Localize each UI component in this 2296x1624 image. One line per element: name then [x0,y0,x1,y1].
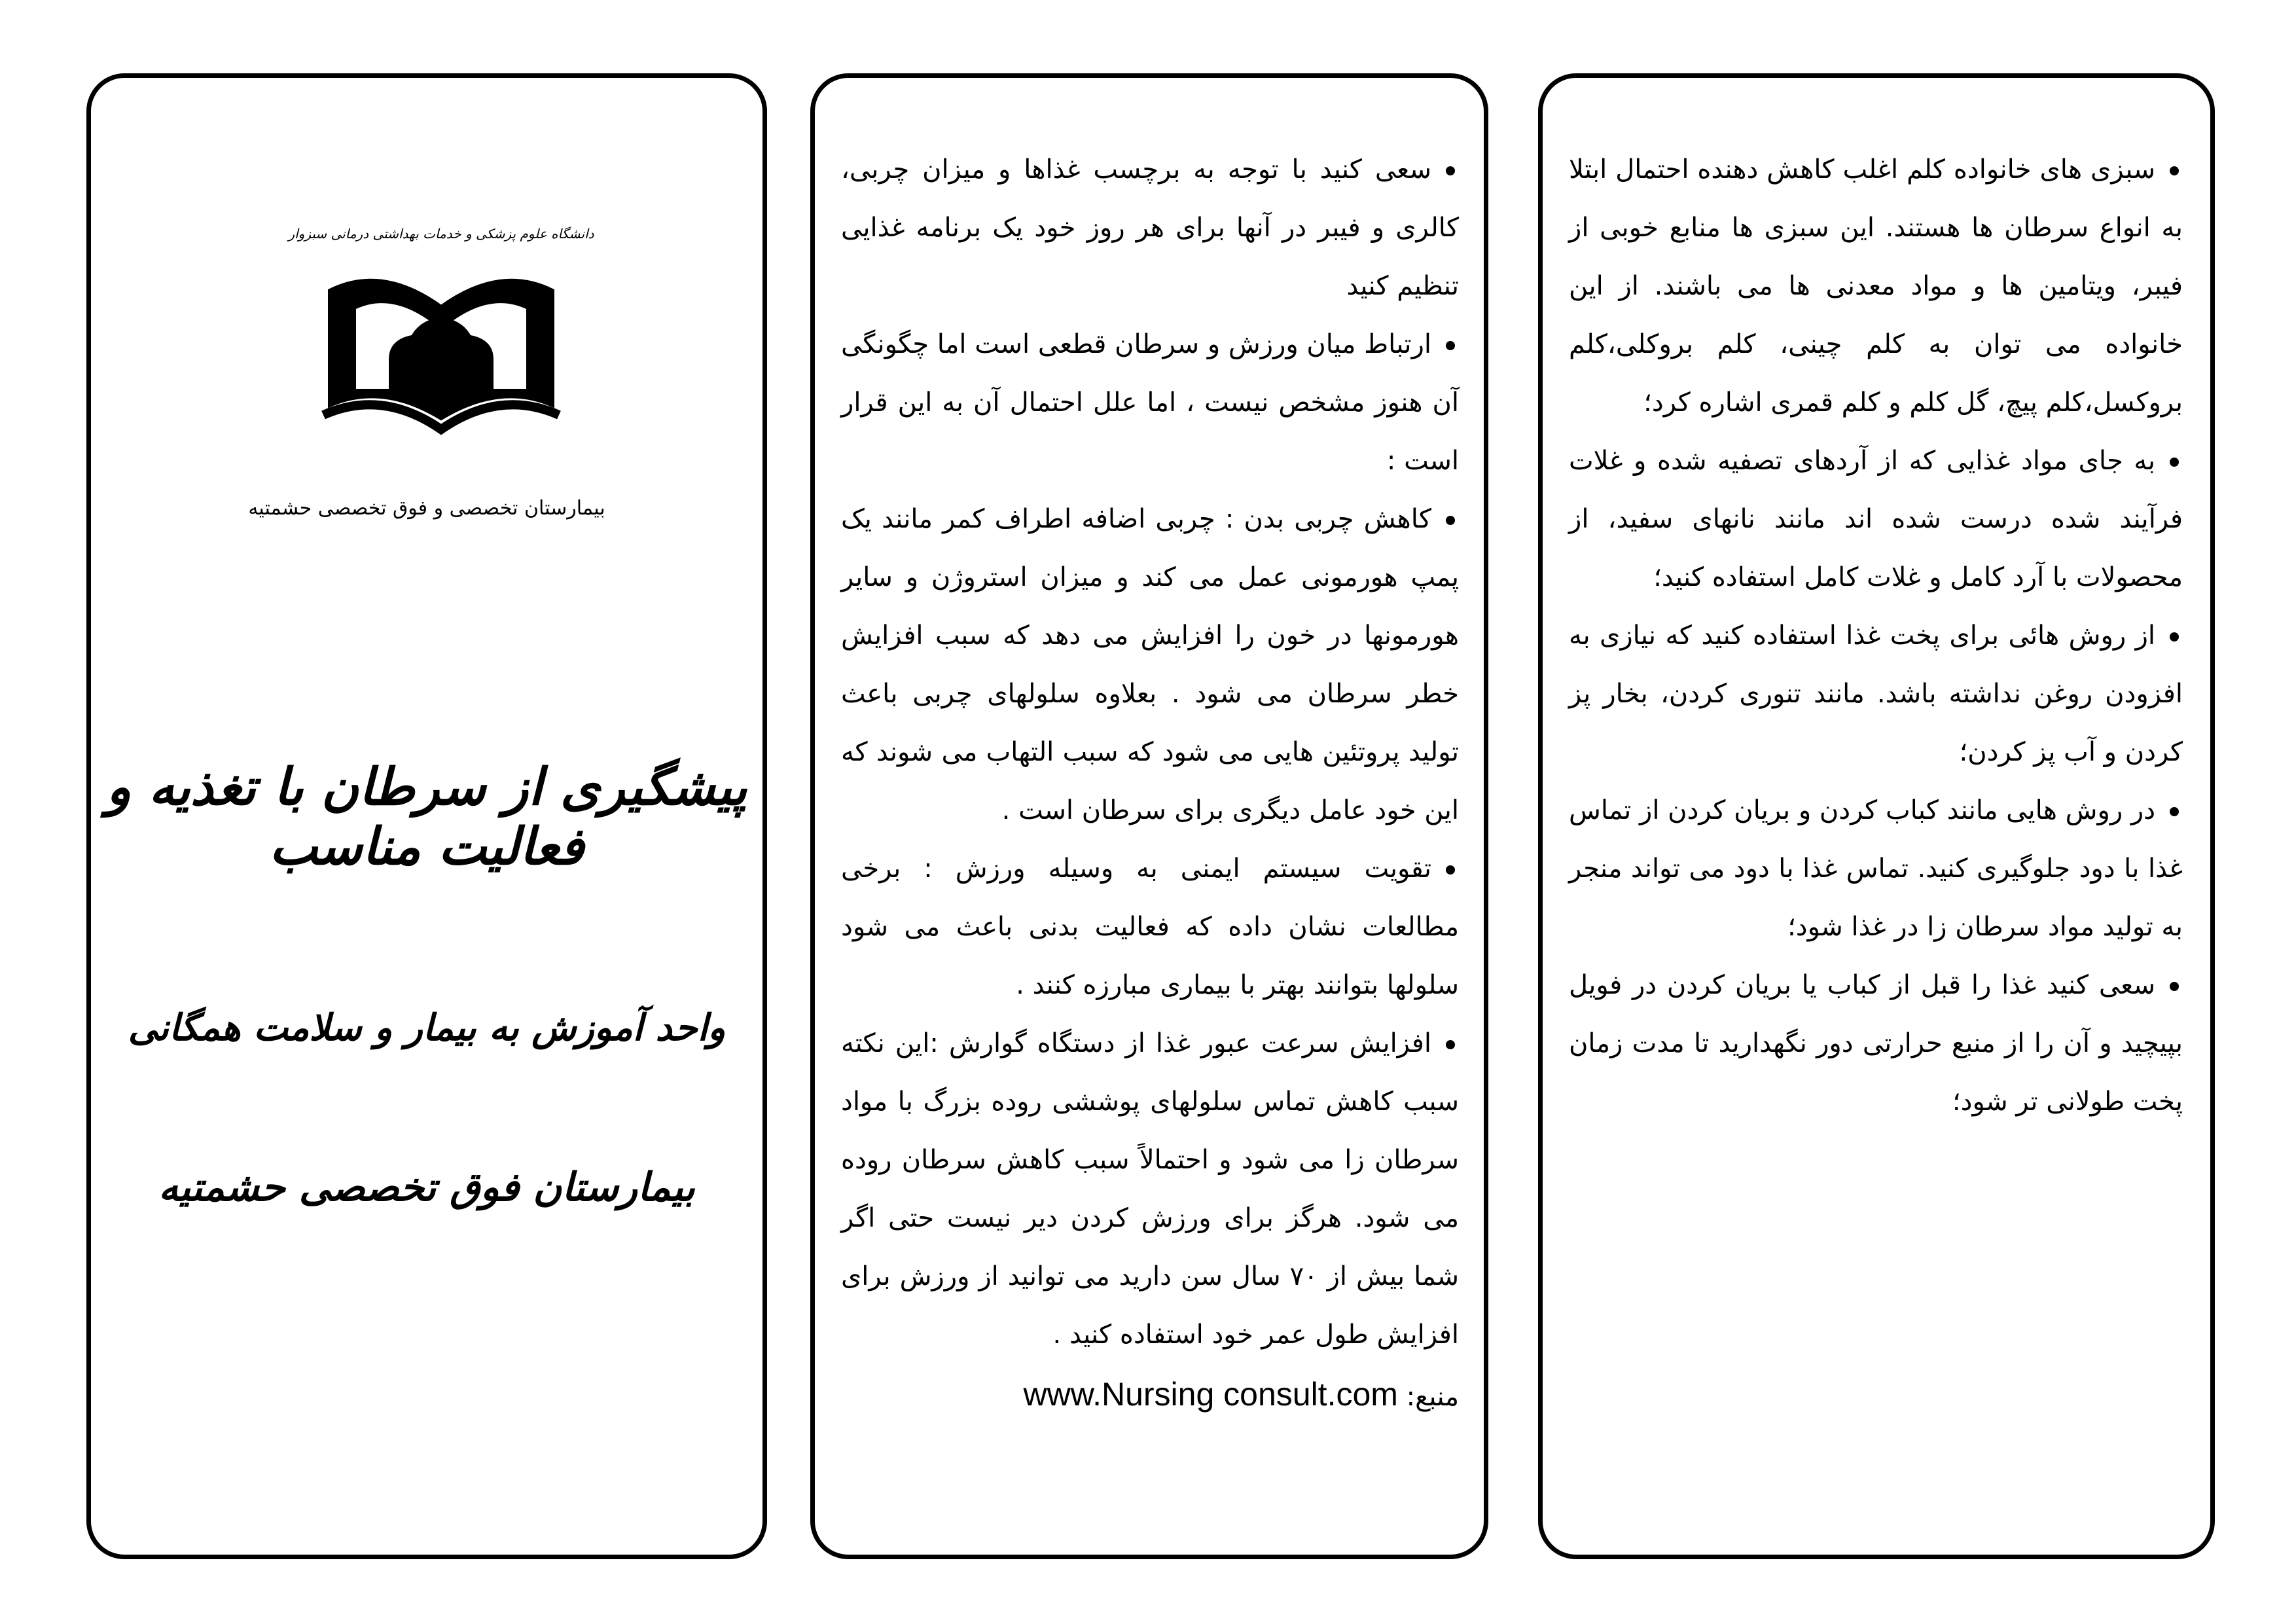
list-item: کاهش چربی بدن : چربی اضافه اطراف کمر مانند یک پمپ هورمونی عمل می کند و میزان استروژن و سایر هورمونها در خون را افزایش می دهد که سبب افزایش خطر سرطان می شود . بعلاوه سلولهای چربی باعث تولید پروتئین هایی می شود که سبب التهاب می شوند که این خود عامل دیگری برای سرطان است . [841,504,1459,825]
bullet-icon [2170,166,2179,175]
source-url: www.Nursing consult.com [1023,1376,1398,1413]
bullet-icon [2170,458,2179,467]
bullet-icon [1446,166,1455,175]
university-logo [288,192,594,467]
right-list [1569,141,2183,1131]
hospital-name: بیمارستان فوق تخصصی حشمتیه [158,1164,695,1210]
logo-emblem [288,192,594,467]
list-item: از روش هائی برای پخت غذا استفاده کنید که نیازی به افزودن روغن نداشته باشد. مانند تنوری کردن، بخار پز کردن و آب پز کردن؛ [1569,621,2183,767]
bullet-icon [1446,1040,1455,1049]
bullet-icon [2170,807,2179,816]
list-item: به جای مواد غذایی که از آردهای تصفیه شده و غلات فرآیند شده درست شده اند مانند نانهای سفید، از محصولات با آرد کامل و غلات کامل استفاده کنید؛ [1569,446,2183,592]
hospital-caption: بیمارستان تخصصی و فوق تخصصی حشمتیه [248,497,605,520]
bullet-icon [1446,865,1455,875]
cover-panel [86,73,767,1559]
source-line [841,1365,1459,1426]
list-item: افزایش سرعت عبور غذا از دستگاه گوارش :این نکته سبب کاهش تماس سلولهای پوششی روده بزرگ با مواد سرطان زا می شود و احتمالاً سبب کاهش سرطان روده می شود. هرگز برای ورزش کردن دیر نیست حتی اگر شما بیش از ۷۰ سال سن دارید می توانید از ورزش برای افزایش طول عمر خود استفاده کنید . [841,1028,1459,1350]
bullet-icon [1446,516,1455,525]
list-item: تقویت سیستم ایمنی به وسیله ورزش : برخی مطالعات نشان داده که فعالیت بدنی باعث می شود سلولها بتوانند بهتر با بیماری مبارزه کنند . [841,854,1459,1000]
bullet-icon [1446,341,1455,350]
right-column [1569,141,2183,1131]
bullet-icon [2170,982,2179,991]
source-label: منبع: [1406,1382,1459,1412]
list-item: سعی کنید با توجه به برچسب غذاها و میزان چربی، کالری و فیبر در آنها برای هر روز خود یک برنامه غذایی تنظیم کنید [841,154,1459,301]
list-item: در روش هایی مانند کباب کردن و بریان کردن از تماس غذا با دود جلوگیری کنید. تماس غذا با دود می تواند منجر به تولید مواد سرطان زا در غذا شود؛ [1569,795,2183,942]
bullet-icon [2170,632,2179,641]
logo-text: دانشگاه علوم پزشکی و خدمات بهداشتی درمانی سبزوار [288,226,594,242]
middle-column [841,141,1459,1426]
middle-list [841,141,1459,1364]
brochure-title: پیشگیری از سرطان با تغذیه و فعالیت مناسب [106,757,747,876]
unit-name: واحد آموزش به بیمار و سلامت همگانی [128,1006,726,1049]
middle-panel [810,73,1488,1559]
list-item: ارتباط میان ورزش و سرطان قطعی است اما چگونگی آن هنوز مشخص نیست ، اما علل احتمال آن به این قرار است : [841,329,1459,476]
list-item: سبزی های خانواده کلم اغلب کاهش دهنده احتمال ابتلا به انواع سرطان ها هستند. این سبزی ها منابع خوبی از فیبر، ویتامین ها و مواد معدنی ها می باشند. از این خانواده می توان به کلم چینی، کلم بروکلی،کلم بروکسل،کلم پیچ، گل کلم و کلم قمری اشاره کرد؛ [1569,154,2183,418]
list-item: سعی کنید غذا را قبل از کباب یا بریان کردن در فویل بپیچید و آن را از منبع حرارتی دور نگهدارید تا مدت زمان پخت طولانی تر شود؛ [1569,970,2183,1117]
right-panel [1538,73,2215,1559]
